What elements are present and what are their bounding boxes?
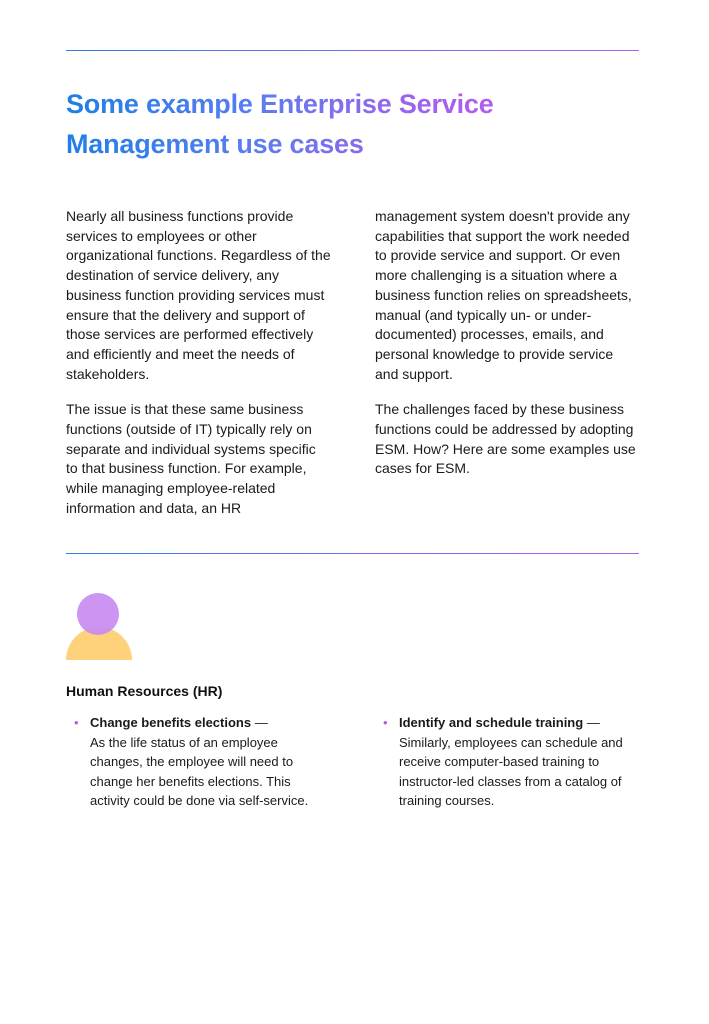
- intro-left-column: [66, 207, 331, 535]
- bullet-title: Change benefits elections: [90, 715, 252, 730]
- bullet-separator: —: [251, 715, 268, 730]
- intro-paragraph: The issue is that these same business functions (outside of IT) typically rely on separate and individual systems specific to that business function. For example, while managing employee-related information and data, an HR: [66, 401, 316, 516]
- intro-paragraph: Nearly all business functions provide services to employees or other organizational functions. Regardless of the destination of service delivery, any business function providing services must ensure that the delivery and support of those services are performed effectively and efficiently and meet the needs of stakeholders.: [66, 208, 331, 382]
- bullet-icon: •: [74, 715, 79, 730]
- intro-paragraph: management system doesn't provide any capabilities that support the work needed to provide service and support. Or even more challenging is a situation where a business function relies on spreadsheets, manual (and typically un- or under-documented) processes, emails, and personal knowledge to provide service and support.: [375, 208, 632, 382]
- section-divider: [66, 553, 639, 554]
- page-title-line-1: Some example Enterprise Service: [66, 89, 494, 119]
- bullet-text: Similarly, employees can schedule and receive computer-based training to instructor-led classes from a catalog of training courses.: [399, 734, 623, 808]
- person-icon: [66, 592, 132, 662]
- bullet-icon: •: [383, 715, 388, 730]
- page-title: [66, 84, 626, 164]
- bullet-separator: —: [583, 715, 600, 730]
- hr-section-heading: Human Resources (HR): [66, 683, 223, 699]
- intro-right-column: [375, 207, 640, 495]
- page-title-line-2: Management use cases: [66, 129, 364, 159]
- person-icon-head: [77, 593, 119, 635]
- list-item: [383, 713, 639, 811]
- list-item: [74, 713, 330, 811]
- top-divider: [66, 50, 639, 51]
- intro-paragraph: The challenges faced by these business functions could be addressed by adopting ESM. How? Here are some examples use cases for ESM.: [375, 401, 636, 477]
- bullet-text: As the life status of an employee changes, the employee will need to change her benefits elections. This activity could be done via self-service.: [90, 734, 309, 808]
- bullet-title: Identify and schedule training: [399, 715, 584, 730]
